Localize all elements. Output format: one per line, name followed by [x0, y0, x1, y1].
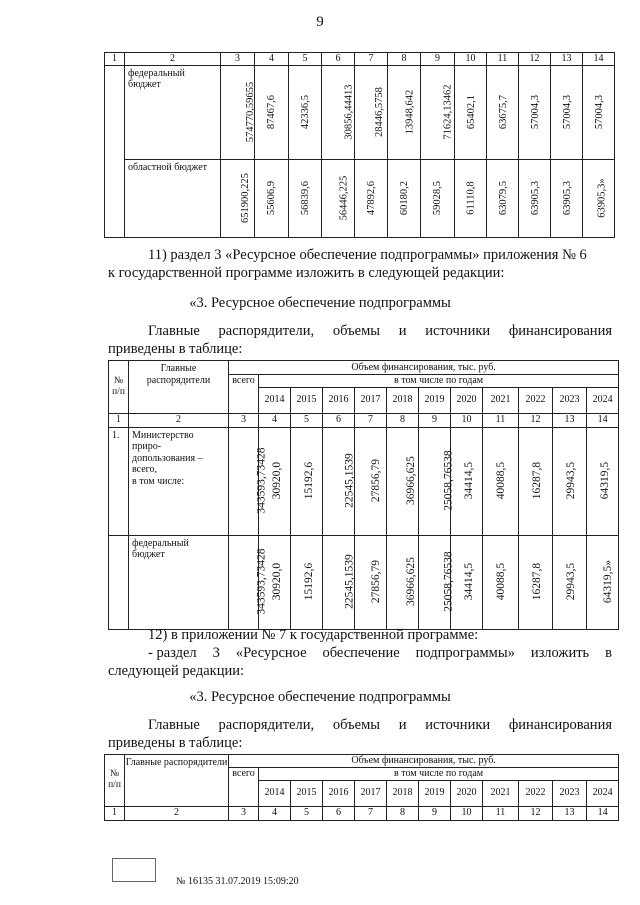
cell-value: 63675,7 [498, 94, 510, 130]
col-number: 6 [322, 53, 355, 66]
cell-value: 25058,76538 [442, 551, 455, 613]
year-header: 2020 [451, 780, 483, 806]
col-main-header: Главные распорядители [125, 755, 229, 807]
cell-value: 27856,79 [369, 560, 382, 604]
cell-value: 30920,0 [271, 563, 284, 601]
year-header: 2018 [387, 780, 419, 806]
cell-value: 15192,6 [303, 563, 316, 601]
row-number: 1. [109, 427, 129, 535]
year-header: 2016 [323, 780, 355, 806]
funding-header: Объем финансирования, тыс. руб. [229, 755, 619, 768]
col-number: 9 [421, 53, 455, 66]
col-number: 4 [255, 53, 289, 66]
intro-line: Главные распорядители, объемы и источники финансирования [148, 717, 612, 733]
row-label: областной бюджет [125, 159, 221, 237]
total-header: всего [229, 768, 259, 807]
cell-value: 22545,1539 [343, 453, 356, 509]
row-label: Министерство приро- допользования – всего, в том числе: [129, 427, 229, 535]
col-number: 2 [125, 53, 221, 66]
funding-header: Объем финансирования, тыс. руб. [229, 361, 619, 375]
year-header: 2024 [587, 780, 619, 806]
cell-value: 71624,13462 [442, 84, 454, 140]
year-header: 2017 [355, 780, 387, 806]
barcode-stamp [112, 858, 156, 882]
col-number: 10 [455, 53, 487, 66]
cell-value: 63905,3» [596, 178, 608, 218]
cell-value: 40088,5 [495, 563, 508, 601]
year-header: 2019 [419, 387, 451, 413]
cell-value: 27856,79 [369, 459, 382, 503]
year-header: 2021 [483, 780, 519, 806]
col-number: 14 [583, 53, 615, 66]
table-header-row [105, 53, 615, 66]
col-number: 7 [355, 53, 388, 66]
cell-value: 22545,1539 [343, 554, 356, 610]
col-number: 13 [551, 53, 583, 66]
cell-value: 34414,5 [463, 462, 476, 500]
page-number: 9 [316, 14, 324, 30]
funding-table-2 [104, 754, 619, 821]
cell-value: 47892,6 [366, 180, 378, 216]
cell-value: 36966,625 [404, 456, 417, 506]
cell-value: 29943,5 [565, 462, 578, 500]
cell-value: 65402,1 [466, 94, 478, 130]
cell-value: 60180,2 [399, 180, 411, 216]
year-header: 2023 [553, 387, 587, 413]
column-numbers-row: 1 2 3 4 5 6 7 8 9 10 11 12 13 14 [109, 413, 619, 427]
col-no-header: № п/п [109, 361, 129, 414]
paragraph-12-line2: - раздел 3 «Ресурсное обеспечение подпрограммы» изложить в [148, 645, 612, 661]
cell-value: 40088,5 [495, 462, 508, 500]
year-header: 2020 [451, 387, 483, 413]
cell-value: 56839,6 [300, 180, 312, 216]
years-subheader: в том числе по годам [259, 375, 619, 388]
col-number: 3 [221, 53, 255, 66]
cell-value: 16287,8 [531, 563, 544, 601]
cell-value: 651900,225 [239, 173, 251, 223]
year-header: 2023 [553, 780, 587, 806]
cell-value: 57004,3 [594, 94, 606, 130]
intro-line2: приведены в таблице: [108, 735, 243, 751]
cell-value: 56446,225 [338, 175, 350, 221]
document-reference: № 16135 31.07.2019 15:09:20 [176, 876, 299, 887]
intro-line2: приведены в таблице: [108, 341, 243, 357]
row-label: федеральный бюджет [125, 65, 221, 159]
cell-value: 57004,3 [562, 94, 574, 130]
year-header: 2015 [291, 780, 323, 806]
cell-value: 36966,625 [404, 557, 417, 607]
year-header: 2019 [419, 780, 451, 806]
years-subheader: в том числе по годам [259, 768, 619, 781]
paragraph-11-line2: к государственной программе изложить в следующей редакции: [108, 265, 505, 281]
year-header: 2014 [259, 387, 291, 413]
column-numbers-row: 1 2 3 4 5 6 7 8 9 10 11 12 13 14 [105, 806, 619, 820]
year-header: 2022 [519, 780, 553, 806]
intro-line: Главные распорядители, объемы и источники финансирования [148, 323, 612, 339]
table-row [105, 65, 615, 159]
col-number: 8 [388, 53, 421, 66]
col-no-header: № п/п [105, 755, 125, 807]
total-header: всего [229, 375, 259, 414]
row-label: федеральный бюджет [129, 535, 229, 629]
col-number: 11 [487, 53, 519, 66]
cell-value: 63905,3 [530, 180, 542, 216]
cell-value: 30856,44413 [343, 84, 355, 140]
table-row [105, 159, 615, 237]
funding-table [108, 360, 619, 630]
cell-value: 55606,9 [266, 180, 278, 216]
year-header: 2018 [387, 387, 419, 413]
cell-value: 343593,73428 [255, 447, 268, 515]
cell-value: 87467,6 [266, 94, 278, 130]
section-heading: «3. Ресурсное обеспечение подпрограммы [189, 295, 451, 311]
continuation-table [104, 52, 615, 238]
cell-value: 59028,5 [432, 180, 444, 216]
cell-value: 29943,5 [565, 563, 578, 601]
cell-value: 63905,3 [562, 180, 574, 216]
cell-value: 64319,5 [599, 462, 612, 500]
row-number [109, 535, 129, 629]
section-heading: «3. Ресурсное обеспечение подпрограммы [189, 689, 451, 705]
paragraph-12-line3: следующей редакции: [108, 663, 245, 679]
year-header: 2021 [483, 387, 519, 413]
cell-value: 57004,3 [530, 94, 542, 130]
cell-value: 13948,642 [404, 89, 416, 135]
cell-value: 16287,8 [531, 462, 544, 500]
year-header: 2016 [323, 387, 355, 413]
cell-value: 574770,59655 [245, 81, 257, 143]
year-header: 2024 [587, 387, 619, 413]
year-header: 2022 [519, 387, 553, 413]
cell-value: 343593,73428 [255, 548, 268, 616]
year-header: 2015 [291, 387, 323, 413]
year-header: 2017 [355, 387, 387, 413]
cell-value: 61110,8 [465, 181, 477, 215]
cell-value: 30920,0 [271, 462, 284, 500]
cell-value: 63079,5 [498, 180, 510, 216]
paragraph-12-line1: 12) в приложении № 7 к государственной программе: [148, 627, 479, 643]
cell-value: 15192,6 [303, 462, 316, 500]
table-row [109, 535, 619, 629]
cell-value: 64319,5» [601, 560, 614, 604]
col-number: 1 [105, 53, 125, 66]
year-header: 2014 [259, 780, 291, 806]
paragraph-11-line1: 11) раздел 3 «Ресурсное обеспечение подпрограммы» приложения № 6 [148, 247, 587, 263]
table-row [109, 427, 619, 535]
cell-value: 25058,76538 [442, 450, 455, 512]
col-number: 5 [289, 53, 322, 66]
col-number: 12 [519, 53, 551, 66]
cell-value: 42336,5 [300, 94, 312, 130]
col-main-header: Главные распорядители [129, 361, 229, 414]
cell-value: 28446,5758 [373, 87, 385, 137]
cell-value: 34414,5 [463, 563, 476, 601]
